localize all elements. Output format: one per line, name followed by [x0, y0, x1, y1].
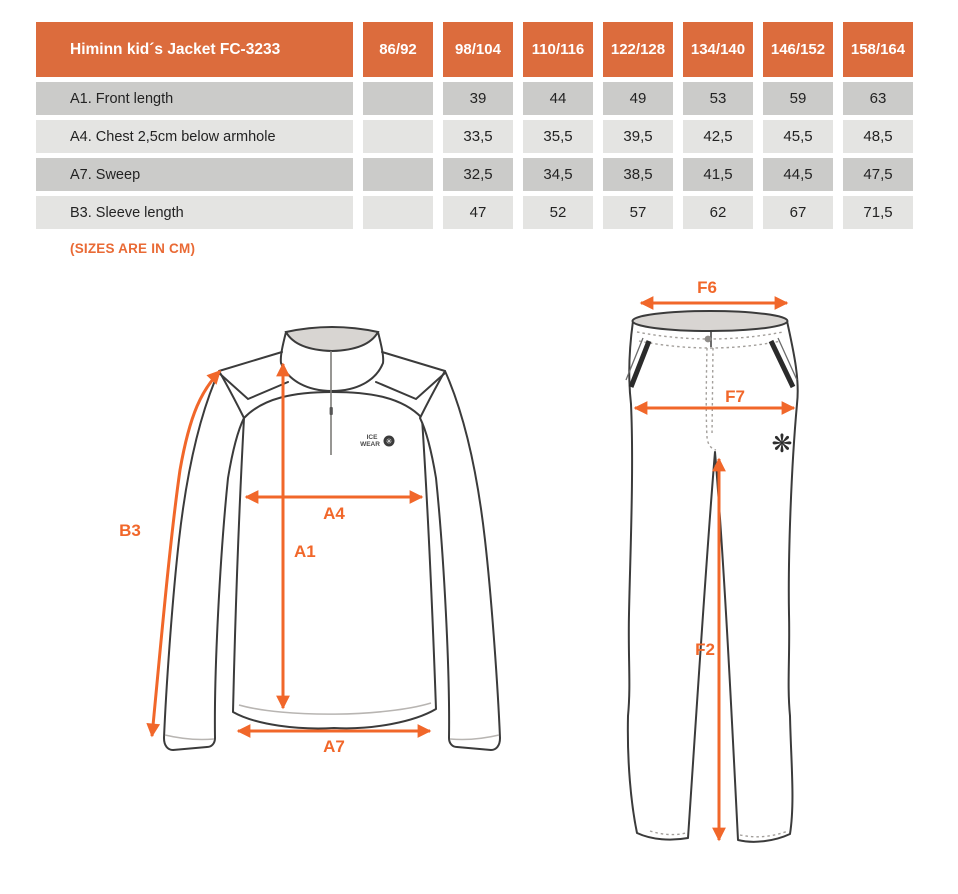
measurement-label: B3. Sleeve length	[36, 196, 353, 229]
size-cell: 34,5	[523, 158, 593, 191]
right-shoulder-seam	[382, 352, 445, 371]
size-cell: 71,5	[843, 196, 913, 229]
size-cell: 38,5	[603, 158, 673, 191]
a4-label: A4	[323, 504, 345, 523]
measurement-label: A4. Chest 2,5cm below armhole	[36, 120, 353, 153]
size-column-header: 158/164	[843, 22, 913, 77]
size-cell: 57	[603, 196, 673, 229]
jacket-left-sleeve	[164, 371, 244, 750]
brand-text-top: ICE	[366, 434, 378, 441]
size-column-header: 110/116	[523, 22, 593, 77]
size-cell: 39,5	[603, 120, 673, 153]
measurement-label: A7. Sweep	[36, 158, 353, 191]
size-cell: 63	[843, 82, 913, 115]
size-cell: 47,5	[843, 158, 913, 191]
sizes-in-cm-note: (SIZES ARE IN CM)	[70, 241, 196, 256]
size-column-header: 122/128	[603, 22, 673, 77]
size-column-header: 98/104	[443, 22, 513, 77]
product-title: Himinn kid´s Jacket FC-3233	[36, 22, 353, 77]
size-column-header: 146/152	[763, 22, 833, 77]
size-cell: 33,5	[443, 120, 513, 153]
zipper-pull	[330, 407, 333, 415]
size-cell: 35,5	[523, 120, 593, 153]
size-cell: 67	[763, 196, 833, 229]
size-cell: 39	[443, 82, 513, 115]
size-cell: 53	[683, 82, 753, 115]
brand-text-bottom: WEAR	[360, 441, 380, 448]
f7-label: F7	[725, 387, 745, 406]
a7-label: A7	[323, 737, 345, 756]
size-column-header: 86/92	[363, 22, 433, 77]
brand-snowflake-icon: ✳	[385, 437, 393, 446]
f6-label: F6	[697, 278, 717, 297]
measurement-label: A1. Front length	[36, 82, 353, 115]
jacket-collar-opening	[286, 327, 378, 351]
size-cell: 44,5	[763, 158, 833, 191]
size-cell: 32,5	[443, 158, 513, 191]
jacket-body	[233, 392, 436, 728]
size-cell: 52	[523, 196, 593, 229]
a1-label: A1	[294, 542, 316, 561]
waist-opening	[633, 311, 788, 331]
snowflake-icon: ❋	[771, 430, 793, 458]
size-cell: 41,5	[683, 158, 753, 191]
size-cell: 59	[763, 82, 833, 115]
pants-diagram	[626, 278, 798, 842]
size-cell: 45,5	[763, 120, 833, 153]
f2-label: F2	[695, 640, 715, 659]
size-column-header: 134/140	[683, 22, 753, 77]
size-cell: 44	[523, 82, 593, 115]
size-cell: 62	[683, 196, 753, 229]
size-cell: 49	[603, 82, 673, 115]
size-cell: 48,5	[843, 120, 913, 153]
size-cell: 42,5	[683, 120, 753, 153]
left-shoulder-seam	[219, 352, 282, 371]
size-cell: 47	[443, 196, 513, 229]
jacket-diagram	[119, 327, 500, 756]
b3-label: B3	[119, 521, 141, 540]
waist-button	[705, 336, 712, 343]
